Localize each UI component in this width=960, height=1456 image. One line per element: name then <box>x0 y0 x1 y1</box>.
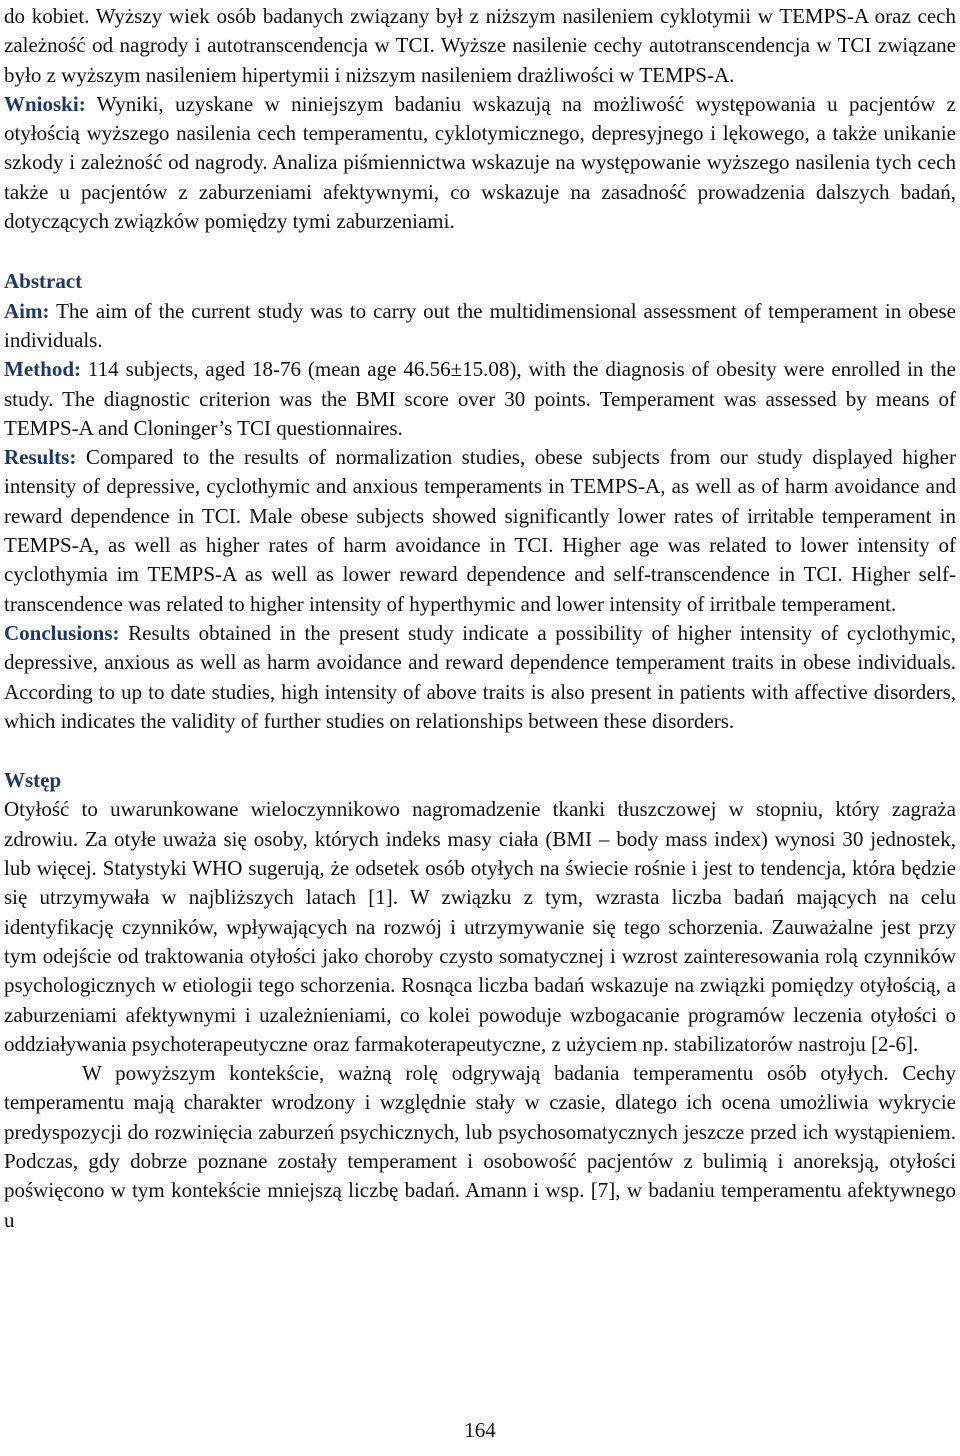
introduction-heading: Wstęp <box>4 768 62 793</box>
section-spacer <box>4 736 956 766</box>
abstract-method-text: 114 subjects, aged 18-76 (mean age 46.56±15.08), with the diagnosis of obesity were enrolled in the study. The diagnostic criterion was the BMI score over 30 points. Temperament was assessed by means of TEMPS-A and Cloninger’s TCI questionnaires. <box>4 357 956 440</box>
abstract-results-text: Compared to the results of normalization studies, obese subjects from our study displayed higher intensity of depressive, cyclothymic and anxious temperaments in TEMPS-A, as well as of harm avoidance and reward dependence in TCI. Male obese subjects showed significantly lower rates of irritable temperament in TEMPS-A, as well as higher rates of harm avoidance in TCI. Higher age was related to lower intensity of cyclothymia im TEMPS-A as well as lower reward dependence and self-transcendence in TCI. Higher self-transcendence was related to higher intensity of hyperthymic and lower intensity of irritbale temperament. <box>4 445 956 616</box>
abstract-conclusions-label: Conclusions: <box>4 620 120 645</box>
polish-conclusions-label: Wnioski: <box>4 91 86 116</box>
polish-results-continuation: do kobiet. Wyższy wiek osób badanych związany był z niższym nasileniem cyklotymii w TEMPS-A oraz cech zależność od nagrody i autotranscendencja w TCI. Wyższe nasilenie cechy autotranscendencja w TCI związane było z wyższym nasileniem hipertymii i niższym nasileniem drażliwości w TEMPS-A. <box>4 4 956 87</box>
abstract-aim-paragraph <box>4 297 956 356</box>
introduction-paragraph-1: Otyłość to uwarunkowane wieloczynnikowo nagromadzenie tkanki tłuszczowej w stopniu, który zagraża zdrowiu. Za otyłe uważa się osoby, których indeks masy ciała (BMI – body mass index) wynosi 30 jednostek, lub więcej. Statystyki WHO sugerują, że odsetek osób otyłych na świecie rośnie i jest to tendencja, która będzie się utrzymywała w najbliższych latach [1]. W związku z tym, wzrasta liczba badań mających na celu identyfikację czynników, wpływających na rozwój i utrzymywanie się tego schorzenia. Zauważalne jest przy tym odejście od traktowania otyłości jako choroby czysto somatycznej i wzrost zainteresowania rolą czynników psychologicznych w etiologii tego schorzenia. Rosnąca liczba badań wskazuje na związki pomiędzy otyłością, a zaburzeniami afektywnymi i uzależnieniami, co kolei powoduje wzbogacanie programów leczenia otyłości o oddziaływania psychoterapeutyczne oraz farmakoterapeutyczne, z użyciem np. stabilizatorów nastroju [2-6]. <box>4 797 956 1056</box>
polish-conclusions-text: Wyniki, uzyskane w niniejszym badaniu wskazują na możliwość występowania u pacjentów z otyłością wyższego nasilenia cech temperamentu, cyklotymicznego, depresyjnego i lękowego, a także unikanie szkody i zależność od nagrody. Analiza piśmiennictwa wskazuje na występowanie wyższego nasilenia tych cech także u pacjentów z zaburzeniami afektywnymi, co wskazuje na zasadność prowadzenia dalszych badań, dotyczących związków pomiędzy tymi zaburzeniami. <box>4 91 956 234</box>
page-number: 164 <box>464 1418 496 1442</box>
abstract-results-paragraph <box>4 443 956 619</box>
abstract-method-label: Method: <box>4 357 81 382</box>
abstract-conclusions-paragraph <box>4 619 956 736</box>
abstract-method-paragraph <box>4 355 956 443</box>
abstract-results-label: Results: <box>4 445 77 470</box>
introduction-paragraph-2: W powyższym kontekście, ważną rolę odgrywają badania temperamentu osób otyłych. Cechy temperamentu mają charakter wrodzony i względnie stały w czasie, dlatego ich ocena umożliwia wykrycie predyspozycji do rozwinięcia zaburzeń psychicznych, lub psychosomatycznych jeszcze przed ich wystąpieniem. Podczas, gdy dobrze poznane zostały temperament i osobowość pacjentów z bulimią i anoreksją, otyłości poświęcono w tym kontekście mniejszą liczbę badań. Amann i wsp. [7], w badaniu temperamentu afektywnego u <box>4 1061 956 1232</box>
abstract-heading: Abstract <box>4 269 83 294</box>
abstract-aim-label: Aim: <box>4 298 50 323</box>
section-spacer <box>4 236 956 267</box>
abstract-aim-text: The aim of the current study was to carry out the multidimensional assessment of temperament in obese individuals. <box>4 298 956 352</box>
polish-conclusions-paragraph <box>4 90 956 236</box>
abstract-conclusions-text: Results obtained in the present study indicate a possibility of higher intensity of cyclothymic, depressive, anxious as well as harm avoidance and reward dependence temperament traits in obese individuals. According to up to date studies, high intensity of above traits is also present in patients with affective disorders, which indicates the validity of further studies on relationships between these disorders. <box>4 620 956 733</box>
